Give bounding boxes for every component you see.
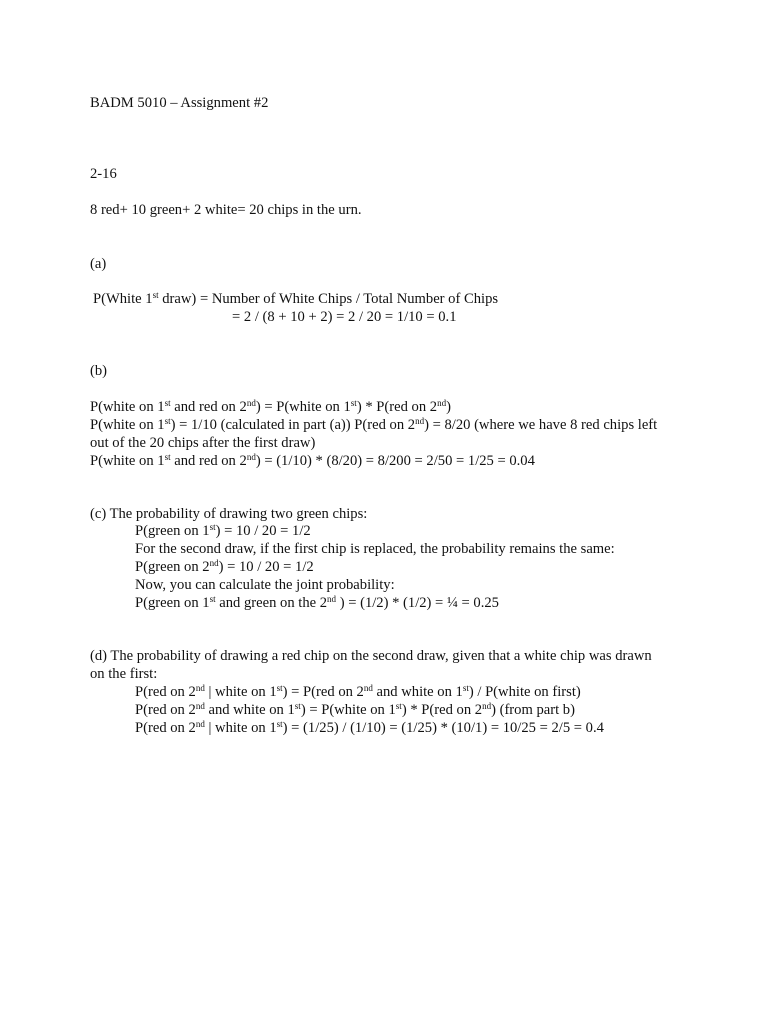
part-d-line-2: P(red on 2nd and white on 1st) = P(white on 1st) * P(red on 2nd) (from part b) [135, 701, 575, 718]
part-c-line-5: P(green on 1st and green on the 2nd ) = (1/2) * (1/2) = ¼ = 0.25 [135, 594, 499, 611]
part-b-label: (b) [90, 363, 108, 379]
part-b-line-1: P(white on 1st and red on 2nd) = P(white on 1st) * P(red on 2nd) [90, 398, 451, 415]
part-c-line-4: Now, you can calculate the joint probability: [135, 577, 395, 593]
part-c-heading: (c) The probability of drawing two green chips: [90, 506, 368, 522]
part-d-line-3: P(red on 2nd | white on 1st) = (1/25) / (1/10) = (1/25) * (10/1) = 10/25 = 2/5 = 0.4 [135, 719, 604, 736]
part-b-line-2: P(white on 1st) = 1/10 (calculated in part (a)) P(red on 2nd) = 8/20 (where we have 8 red chips left [90, 416, 658, 433]
part-d-heading-cont: on the first: [90, 666, 158, 682]
part-a-line-1: P(White 1st draw) = Number of White Chips / Total Number of Chips [93, 290, 499, 307]
part-a-line-2: = 2 / (8 + 10 + 2) = 2 / 20 = 1/10 = 0.1 [232, 309, 457, 325]
part-c-line-2: For the second draw, if the first chip is replaced, the probability remains the same: [135, 541, 615, 557]
part-d-heading: (d) The probability of drawing a red chip on the second draw, given that a white chip was drawn [90, 648, 652, 664]
document-title: BADM 5010 – Assignment #2 [90, 95, 269, 111]
part-c-line-1: P(green on 1st) = 10 / 20 = 1/2 [135, 522, 311, 539]
part-c-line-3: P(green on 2nd) = 10 / 20 = 1/2 [135, 558, 314, 575]
part-b-line-4: P(white on 1st and red on 2nd) = (1/10) * (8/20) = 8/200 = 2/50 = 1/25 = 0.04 [90, 452, 535, 469]
part-b-line-3: out of the 20 chips after the first draw) [90, 435, 316, 451]
problem-number: 2-16 [90, 166, 117, 182]
problem-intro: 8 red+ 10 green+ 2 white= 20 chips in the urn. [90, 202, 362, 218]
part-d-line-1: P(red on 2nd | white on 1st) = P(red on 2nd and white on 1st) / P(white on first) [135, 683, 581, 700]
part-a-label: (a) [90, 256, 107, 272]
